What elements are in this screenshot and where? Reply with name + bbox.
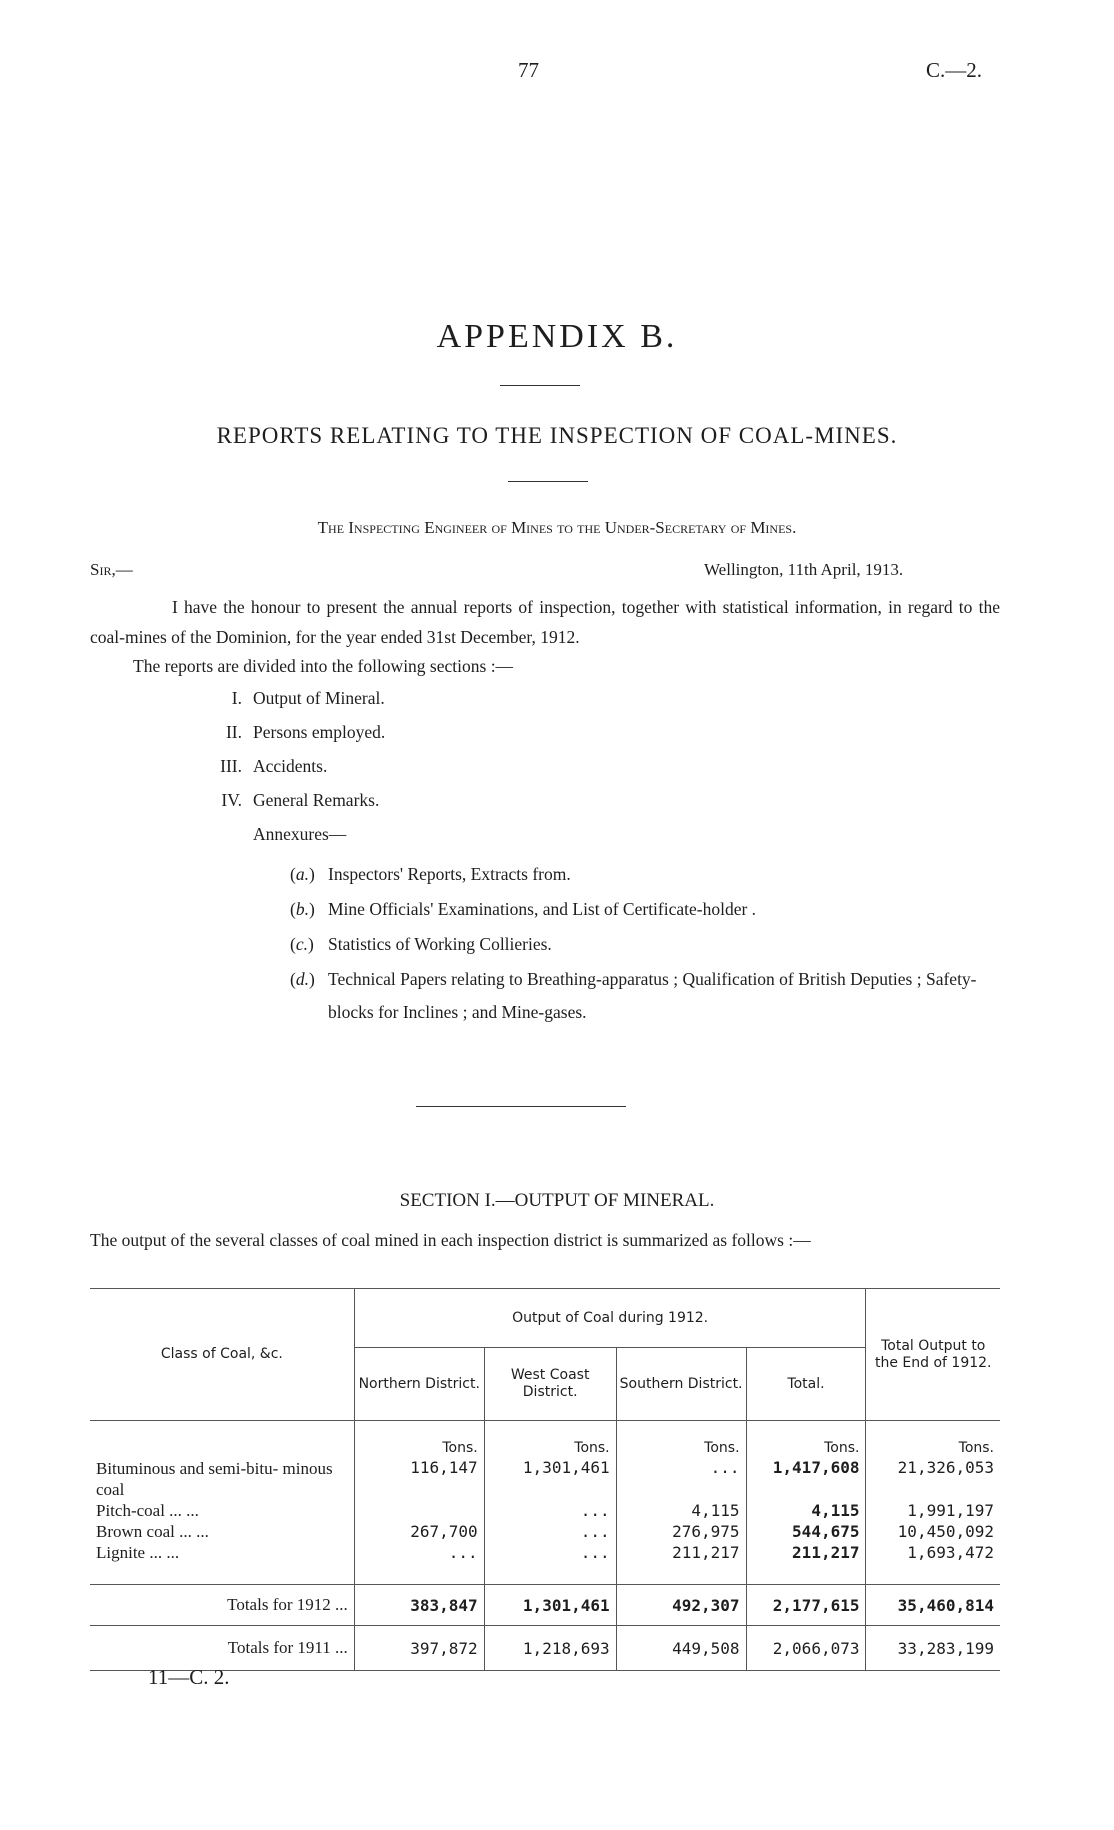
section-label: Accidents.: [253, 756, 328, 776]
divider: [500, 385, 580, 386]
cell-northern: 116,147: [354, 1458, 484, 1500]
table-row: [90, 1458, 1000, 1500]
cell-end1912: 10,450,092: [866, 1521, 1000, 1542]
col-header-total: Total.: [746, 1348, 866, 1421]
totals-1911-row: [90, 1626, 1000, 1671]
unit-label: Tons.: [746, 1421, 866, 1459]
cell-end1912: 33,283,199: [866, 1626, 1000, 1671]
row-label: Bituminous and semi-bitu- minous coal: [96, 1459, 333, 1499]
annexure-key: c.: [295, 934, 308, 954]
annexures-list: [290, 858, 1006, 1031]
row-label: Lignite ... ...: [96, 1542, 180, 1562]
annexure-key: d.: [295, 969, 309, 989]
cell-westcoast: ...: [484, 1542, 616, 1563]
section-number: I.: [231, 688, 242, 708]
cell-total: 2,066,073: [746, 1626, 866, 1671]
document-code: C.—2.: [926, 58, 983, 82]
totals-1912-row: [90, 1585, 1000, 1626]
unit-label: Tons.: [484, 1421, 616, 1459]
cell-end1912: 21,326,053: [866, 1458, 1000, 1500]
date-line: Wellington, 11th April, 1913.: [704, 560, 904, 579]
page-number: 77: [518, 58, 539, 82]
cell-southern: ...: [616, 1458, 746, 1500]
unit-label: Tons.: [616, 1421, 746, 1459]
divider: [416, 1106, 626, 1107]
annexure-item: (a.) Inspectors' Reports, Extracts from.: [290, 864, 571, 884]
unit-label: Tons.: [866, 1421, 1000, 1459]
cell-northern: 267,700: [354, 1521, 484, 1542]
annexure-text: Technical Papers relating to Breathing-apparatus ; Qualification of British Deputies ; Safety-blocks for Inclines ; and Mine-gases.: [328, 969, 977, 1022]
cell-southern: 211,217: [616, 1542, 746, 1563]
col-header-southern: Southern District.: [616, 1348, 746, 1421]
cell-southern: 449,508: [616, 1626, 746, 1671]
section-label: Output of Mineral.: [253, 688, 385, 708]
cell-westcoast: ...: [484, 1500, 616, 1521]
col-header-total-output: Total Output to the End of 1912.: [866, 1289, 1000, 1421]
units-row: [90, 1421, 1000, 1459]
cell-westcoast: 1,301,461: [484, 1458, 616, 1500]
section-label: Persons employed.: [253, 722, 386, 742]
row-label: Totals for 1912 ...: [227, 1595, 348, 1614]
cell-total: 4,115: [746, 1500, 866, 1521]
cell-westcoast: 1,301,461: [484, 1585, 616, 1626]
cell-southern: 492,307: [616, 1585, 746, 1626]
section-heading: SECTION I.—OUTPUT OF MINERAL.: [399, 1190, 715, 1211]
unit-label: Tons.: [354, 1421, 484, 1459]
divider: [508, 481, 588, 482]
cell-northern: 383,847: [354, 1585, 484, 1626]
intro-paragraph: I have the honour to present the annual reports of inspection, together with statistical information, in regard to the coal-mines of the Dominion, for the year ended 31st December, 1912.: [90, 597, 1000, 647]
cell-southern: 4,115: [616, 1500, 746, 1521]
annexure-key: b.: [295, 899, 309, 919]
cell-northern: 397,872: [354, 1626, 484, 1671]
salutation: Sir,—: [90, 560, 133, 579]
annexure-text: Inspectors' Reports, Extracts from.: [328, 864, 571, 884]
annexures-label: Annexures—: [253, 824, 347, 844]
cell-total: 1,417,608: [746, 1458, 866, 1500]
section-number: III.: [220, 756, 242, 776]
coal-output-table: [90, 1288, 1000, 1671]
col-header-westcoast: West Coast District.: [484, 1348, 616, 1421]
cell-westcoast: 1,218,693: [484, 1626, 616, 1671]
cell-total: 544,675: [746, 1521, 866, 1542]
annexure-text: Statistics of Working Collieries.: [328, 934, 552, 954]
cell-end1912: 35,460,814: [866, 1585, 1000, 1626]
section-number: IV.: [221, 790, 242, 810]
annexure-key: a.: [295, 864, 309, 884]
summary-paragraph: The output of the several classes of coal mined in each inspection district is summarized as follows :—: [90, 1230, 811, 1250]
appendix-title: APPENDIX B.: [436, 318, 678, 355]
row-label: Totals for 1911 ...: [227, 1638, 348, 1657]
cell-end1912: 1,991,197: [866, 1500, 1000, 1521]
cell-end1912: 1,693,472: [866, 1542, 1000, 1563]
table-row: [90, 1521, 1000, 1542]
col-header-northern: Northern District.: [354, 1348, 484, 1421]
annexure-item: (c.) Statistics of Working Collieries.: [290, 934, 552, 954]
row-label: Pitch-coal ... ...: [96, 1500, 199, 1520]
cell-southern: 276,975: [616, 1521, 746, 1542]
cell-total: 2,177,615: [746, 1585, 866, 1626]
annexure-item: (b.) Mine Officials' Examinations, and List of Certificate-holder .: [290, 899, 757, 919]
sections-intro: The reports are divided into the following sections :—: [133, 656, 514, 676]
address-line: The Inspecting Engineer of Mines to the Under-Secretary of Mines.: [317, 518, 797, 537]
cell-westcoast: ...: [484, 1521, 616, 1542]
annexure-text: Mine Officials' Examinations, and List of Certificate-holder .: [328, 899, 757, 919]
section-label: General Remarks.: [253, 790, 380, 810]
cell-northern: ...: [354, 1542, 484, 1563]
annexure-item: (d.) Technical Papers relating to Breathing-apparatus ; Qualification of British Deputies ; Safety-blocks for Inclines ; and Mine-gases.: [290, 969, 977, 1022]
footer-signature: 11—C. 2.: [148, 1665, 230, 1689]
cell-total: 211,217: [746, 1542, 866, 1563]
col-header-class: Class of Coal, &c.: [90, 1289, 354, 1421]
table-row: [90, 1500, 1000, 1521]
report-subtitle: REPORTS RELATING TO THE INSPECTION OF COAL-MINES.: [216, 423, 898, 448]
table-row: [90, 1542, 1000, 1563]
col-header-output-group: Output of Coal during 1912.: [354, 1289, 866, 1348]
section-number: II.: [225, 722, 242, 742]
row-label: Brown coal ... ...: [96, 1521, 209, 1541]
cell-northern: [354, 1500, 484, 1521]
